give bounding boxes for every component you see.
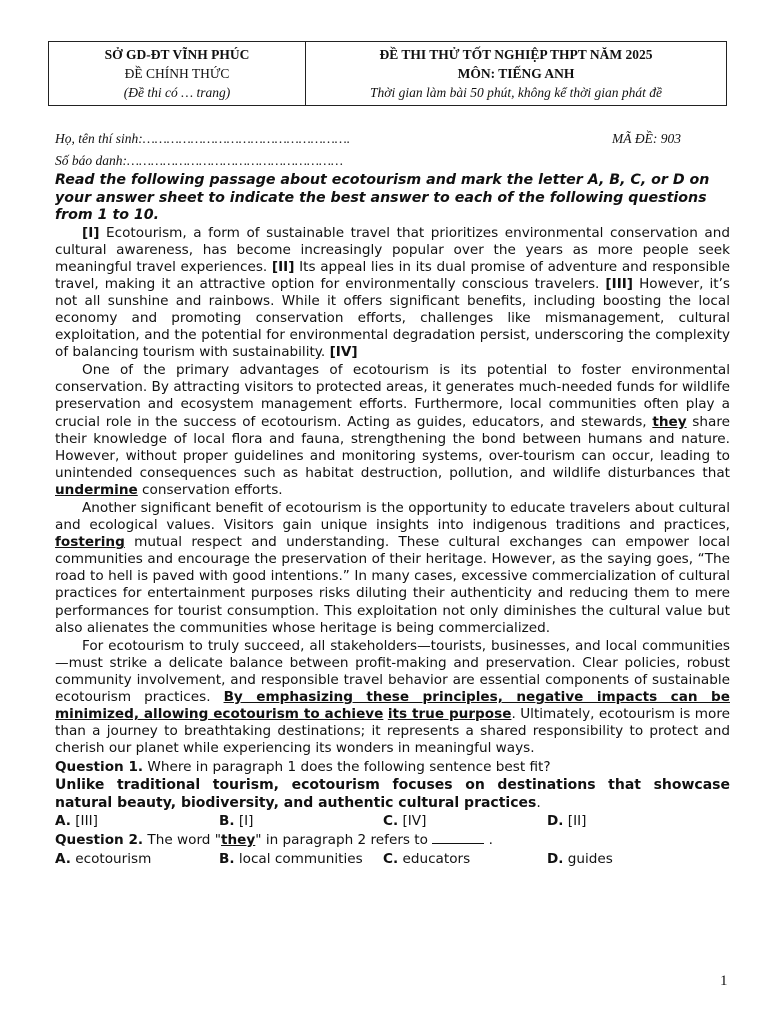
exam-header	[48, 41, 727, 106]
option-d[interactable]: D. [II]	[547, 813, 587, 830]
question-2: Question 2. The word "they" in paragraph 2 refers to .	[55, 832, 493, 849]
highlight-fostering: fostering	[55, 534, 125, 551]
option-c[interactable]: C. [IV]	[383, 813, 427, 830]
time-note: Thời gian làm bài 50 phút, không kể thời gian phát đề	[370, 85, 662, 100]
option-b[interactable]: B. [I]	[219, 813, 254, 830]
answer-blank	[432, 831, 484, 844]
marker-2: [II]	[271, 258, 295, 275]
exam-code: MÃ ĐỀ: 903	[612, 131, 681, 146]
question-2-options	[55, 850, 730, 869]
header-left	[49, 42, 306, 105]
question-1-quote: Unlike traditional tourism, ecotourism focuses on destinations that showcase natural beauty, biodiversity, and authentic cultural practices.	[55, 777, 730, 811]
marker-4: [IV]	[329, 344, 358, 361]
option-d[interactable]: D. guides	[547, 851, 613, 868]
marker-1: [I]	[82, 224, 100, 241]
question-1: Question 1. Where in paragraph 1 does the following sentence best fit?	[55, 759, 551, 776]
paragraph-1: [I] Ecotourism, a form of sustainable travel that prioritizes environmental conservation and cultural awareness, has become increasingly popular over the years as more people seek meaningful travel experiences. [II] Its appeal lies in its dual promise of adventure and responsible travel, making it an attractive option for environmentally conscious travelers. [III] However, it’s not all sunshine and rainbows. While it offers significant benefits, including boosting the local economy and promoting conservation efforts, challenges like mismanagement, cultural exploitation, and the potential for environmental degradation persist, underscoring the complexity of balancing tourism with sustainability. [IV]	[55, 224, 730, 361]
highlight-true-purpose: its true purpose	[387, 706, 512, 723]
page-count-note: (Đề thi có … trang)	[123, 85, 231, 100]
option-b[interactable]: B. local communities	[219, 851, 363, 868]
paragraph-4: For ecotourism to truly succeed, all stakeholders—tourists, businesses, and local communities—must strike a delicate balance between profit-making and preservation. Clear policies, robust community involvement, and responsible travel behavior are essential components of sustainable ecotourism practices. By emphasizing these principles, negative impacts can be minimized, allowing ecotourism to achieve its true purpose. Ultimately, ecotourism is more than a journey to breathtaking destinations; it represents a shared responsibility to protect and cherish our planet while experiencing its wonders in meaningful ways.	[55, 637, 730, 757]
instruction: Read the following passage about ecotourism and mark the letter A, B, C, or D on your answer sheet to indicate the best answer to each of the following questions from 1 to 10.	[55, 172, 710, 223]
department-name: SỞ GD-ĐT VĨNH PHÚC	[104, 47, 250, 62]
option-a[interactable]: A. [III]	[55, 813, 98, 830]
highlight-sentence: By emphasizing these principles, negative impacts can be minimized, allowing ecotourism to achieve	[55, 689, 730, 723]
marker-3: [III]	[605, 275, 634, 292]
highlight-they: they	[652, 413, 687, 430]
question-1-label: Question 1.	[55, 759, 144, 776]
candidate-name-line: Họ, tên thí sinh:…………………………………………….	[55, 131, 351, 146]
page-number: 1	[720, 973, 728, 989]
question-1-options	[55, 812, 730, 831]
subject-label: MÔN: TIẾNG ANH	[457, 66, 575, 81]
exam-title: ĐỀ THI THỬ TỐT NGHIỆP THPT NĂM 2025	[379, 47, 653, 62]
paragraph-2: One of the primary advantages of ecotourism is its potential to foster environmental conservation. By attracting visitors to protected areas, it generates much-needed funds for wildlife preservation and ecosystem management efforts. Furthermore, local communities often play a crucial role in the success of ecotourism. Acting as guides, educators, and stewards, they share their knowledge of local flora and fauna, strengthening the bond between humans and nature. However, without proper guidelines and monitoring systems, over-tourism can occur, leading to unintended consequences such as habitat destruction, pollution, and wildlife disturbances that undermine conservation efforts.	[55, 362, 730, 498]
header-right	[306, 42, 726, 105]
question-2-word: they	[221, 832, 256, 849]
question-2-label: Question 2.	[55, 832, 144, 849]
exam-content	[55, 172, 730, 869]
official-label: ĐỀ CHÍNH THỨC	[124, 66, 230, 81]
candidate-id-line: Số báo danh:………………………………………………	[55, 153, 344, 168]
highlight-undermine: undermine	[55, 481, 138, 498]
option-c[interactable]: C. educators	[383, 851, 471, 868]
option-a[interactable]: A. ecotourism	[55, 851, 152, 868]
paragraph-3: Another significant benefit of ecotourism is the opportunity to educate travelers about cultural and ecological values. Visitors gain unique insights into indigenous traditions and practices, fostering mutual respect and understanding. These cultural exchanges can empower local communities and encourage the preservation of their heritage. However, as the saying goes, “The road to hell is paved with good intentions.” In many cases, excessive commercialization of cultural practices for entertainment purposes risks diluting their authenticity and reducing them to mere performances for tourist consumption. This exploitation not only diminishes the cultural value but also alienates the communities whose heritage is being commercialized.	[55, 500, 730, 636]
